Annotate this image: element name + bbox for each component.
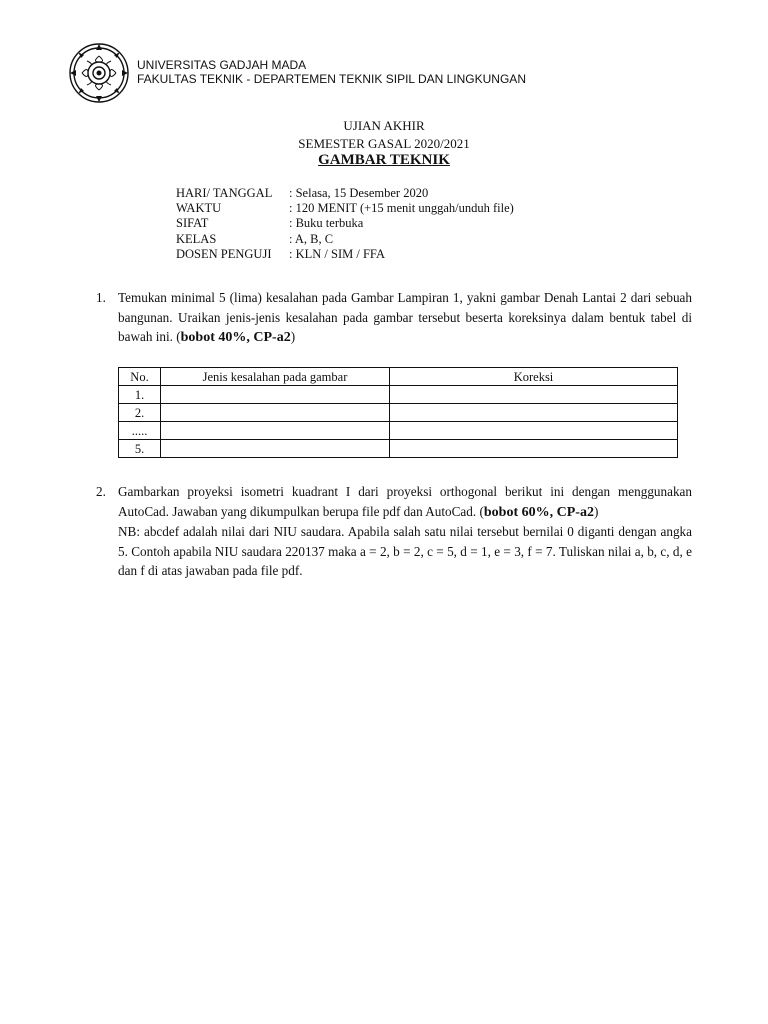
info-label: SIFAT: [176, 216, 209, 231]
info-value: : Selasa, 15 Desember 2020: [289, 186, 429, 200]
question-text: [118, 482, 692, 581]
column-header-correction: Koreksi: [390, 368, 678, 386]
info-row-class: [176, 232, 514, 247]
empty-cell: [161, 440, 390, 458]
info-row-examiner: [176, 247, 514, 262]
answer-table: [118, 367, 678, 458]
institution-header: [137, 58, 526, 86]
info-value: : KLN / SIM / FFA: [289, 246, 385, 261]
question-1-weight: bobot 40%, CP-a2: [180, 330, 291, 345]
info-row-date: [176, 186, 514, 201]
row-number: 5.: [119, 440, 161, 458]
empty-cell: [390, 386, 678, 404]
column-header-error: Jenis kesalahan pada gambar: [161, 368, 390, 386]
weight-open: (: [172, 329, 181, 344]
info-value: : A, B, C: [289, 231, 334, 246]
info-label: DOSEN PENGUJI: [176, 246, 272, 261]
empty-cell: [390, 404, 678, 422]
empty-cell: [161, 386, 390, 404]
question-number: 1.: [96, 290, 106, 305]
column-header-no: No.: [119, 368, 161, 386]
weight-close: ): [290, 329, 296, 344]
info-value: : 120 MENIT (+15 menit unggah/unduh file): [289, 201, 514, 216]
info-label: HARI/ TANGGAL: [176, 186, 273, 200]
question-2: [96, 482, 692, 581]
question-number: 2.: [96, 484, 106, 499]
empty-cell: [390, 422, 678, 440]
university-seal-logo: [68, 42, 130, 104]
info-label: KELAS: [176, 231, 217, 246]
course-title: GAMBAR TEKNIK: [318, 152, 450, 168]
question-1-text: Temukan minimal 5 (lima) kesalahan pada Gambar Lampiran 1, yakni gambar Denah Lantai 2 dari sebuah bangunan. Uraikan jenis-jenis kesalahan pada gambar tersebut beserta koreksinya dalam bentuk tabel di bawah ini.: [118, 290, 692, 344]
question-2-weight: bobot 60%, CP-a2: [483, 504, 594, 520]
question-2-paragraph: [118, 482, 692, 522]
info-row-time: [176, 201, 514, 216]
exam-type: UJIAN AKHIR: [343, 118, 425, 133]
university-name: UNIVERSITAS GADJAH MADA: [137, 58, 307, 72]
table-row: [119, 404, 678, 422]
question-2-text: Gambarkan proyeksi isometri kuadrant I dari proyeksi orthogonal berikut ini dengan menggunakan AutoCad. Jawaban yang dikumpulkan berupa file pdf dan AutoCad.: [118, 484, 692, 519]
info-label: WAKTU: [176, 201, 222, 216]
row-number: .....: [119, 422, 161, 440]
info-row-nature: [176, 216, 514, 231]
question-1: [96, 288, 692, 348]
faculty-name: FAKULTAS TEKNIK - DEPARTEMEN TEKNIK SIPIL DAN LINGKUNGAN: [137, 72, 526, 86]
empty-cell: [390, 440, 678, 458]
semester: SEMESTER GASAL 2020/2021: [298, 136, 470, 151]
table-row: [119, 386, 678, 404]
question-2-note: NB: abcdef adalah nilai dari NIU saudara. Apabila salah satu nilai tersebut bernilai 0 diganti dengan angka 5. Contoh apabila NIU saudara 220137 maka a = 2, b = 2, c = 5, d = 1, e = 3, f = 7. Tuliskan nilai a, b, c, d, e dan f di atas jawaban pada file pdf.: [118, 524, 692, 578]
weight-close: ): [593, 503, 599, 519]
table-row: [119, 422, 678, 440]
question-text: [118, 288, 692, 348]
table-row: [119, 440, 678, 458]
row-number: 2.: [119, 404, 161, 422]
weight-open: (: [476, 503, 484, 519]
exam-info: [176, 186, 514, 262]
info-value: : Buku terbuka: [289, 216, 364, 231]
table-header-row: [119, 368, 678, 386]
row-number: 1.: [119, 386, 161, 404]
empty-cell: [161, 404, 390, 422]
empty-cell: [161, 422, 390, 440]
